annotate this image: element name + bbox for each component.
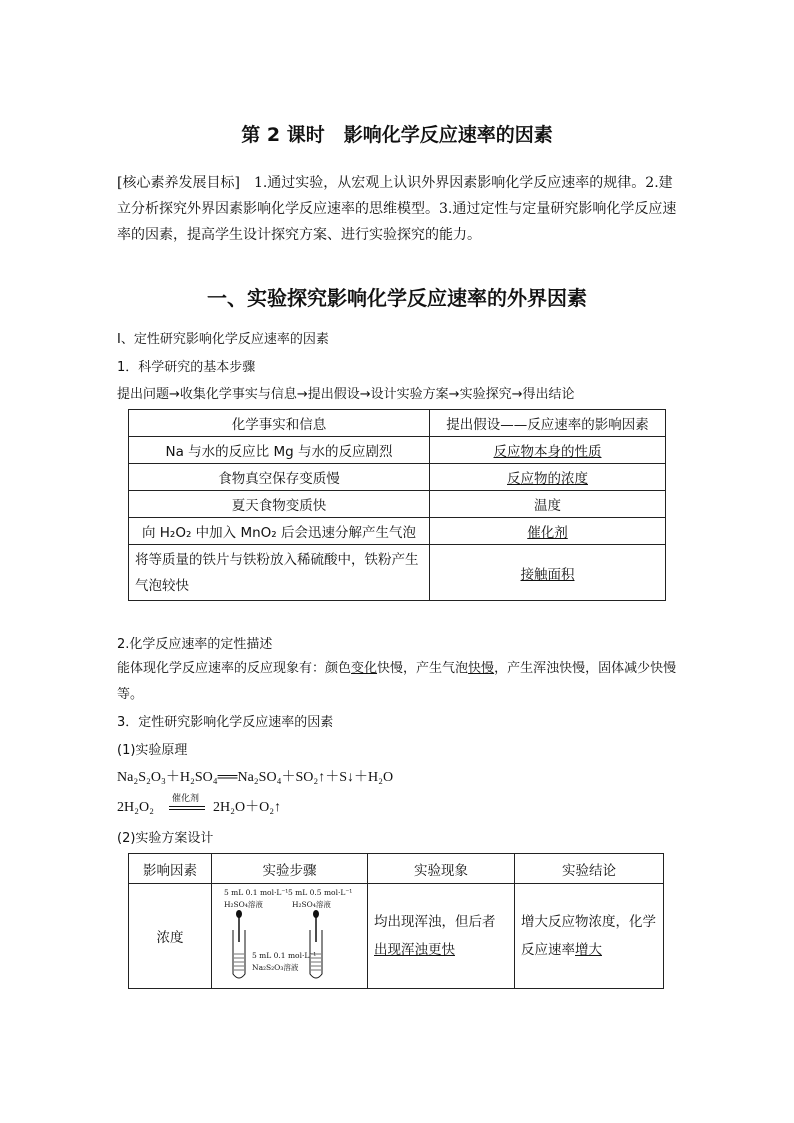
table-cell xyxy=(368,884,515,989)
table-header: 实验步骤 xyxy=(212,854,368,884)
learning-goals xyxy=(117,170,679,248)
desc-title: 2.化学反应速率的定性描述 xyxy=(117,637,273,652)
goals-label: [核心素养发展目标] xyxy=(117,175,240,191)
table-row xyxy=(129,545,666,601)
table-cell: 催化剂 xyxy=(430,518,666,545)
conclusion-underline: 增大 xyxy=(575,942,602,958)
test-tubes-icon xyxy=(212,884,355,988)
principle-title: (1)实验原理 xyxy=(117,743,188,758)
reagent-label: 5 mL 0.1 mol·L⁻¹ xyxy=(252,951,317,960)
design-title: (2)实验方案设计 xyxy=(117,831,214,846)
steps-title: 1．科学研究的基本步骤 xyxy=(117,360,256,375)
table-cell: 反应物的浓度 xyxy=(430,464,666,491)
desc-part: ，产生浑浊快慢，固体减少快慢等。 xyxy=(117,661,677,702)
table-header: 影响因素 xyxy=(129,854,212,884)
experiment-diagram xyxy=(212,884,368,989)
table-row xyxy=(129,437,666,464)
table-header: 化学事实和信息 xyxy=(129,410,430,437)
table-row xyxy=(129,491,666,518)
desc-text xyxy=(117,656,679,708)
phenomenon-text: 均出现浑浊，但后者 xyxy=(374,914,496,930)
table-cell: 夏天食物变质快 xyxy=(129,491,430,518)
phenomenon-underline: 出现浑浊更快 xyxy=(374,942,455,958)
eq2-left: 2H₂O₂ xyxy=(117,800,154,815)
subsection-title: Ⅰ、定性研究影响化学反应速率的因素 xyxy=(117,332,329,347)
desc-part: 能体现化学反应速率的反应现象有：颜色 xyxy=(117,661,352,676)
table-cell: 反应物本身的性质 xyxy=(430,437,666,464)
table-header: 实验结论 xyxy=(515,854,664,884)
table-header: 提出假设——反应速率的影响因素 xyxy=(430,410,666,437)
table-cell: 将等质量的铁片与铁粉放入稀硫酸中，铁粉产生气泡较快 xyxy=(129,545,430,601)
reagent-label: Na₂S₂O₃溶液 xyxy=(252,963,299,972)
conclusion-text: 增大反应物浓度，化学反应速率 xyxy=(521,914,656,958)
table-cell xyxy=(515,884,664,989)
table-row xyxy=(129,518,666,545)
desc-part: 快慢，产生气泡 xyxy=(377,661,469,676)
reagent-label: H₂SO₄溶液 xyxy=(224,900,263,909)
desc-underline: 变化 xyxy=(351,661,378,676)
equation-1: Na₂S₂O₃＋H₂SO₄══Na₂SO₄＋SO₂↑＋S↓＋H₂O xyxy=(117,770,394,785)
eq2-right: 2H₂O＋O₂↑ xyxy=(213,800,282,815)
eq2-arrow-line xyxy=(169,806,205,807)
table-cell: Na 与水的反应比 Mg 与水的反应剧烈 xyxy=(129,437,430,464)
eq2-catalyst: 催化剂 xyxy=(172,794,200,804)
reagent-label: H₂SO₄溶液 xyxy=(292,900,331,909)
table-row xyxy=(129,464,666,491)
factor-title: 3．定性研究影响化学反应速率的因素 xyxy=(117,715,334,730)
eq2-arrow-line xyxy=(169,809,205,810)
design-table xyxy=(128,853,664,989)
steps-text: 提出问题→收集化学事实与信息→提出假设→设计实验方案→实验探究→得出结论 xyxy=(117,387,575,402)
table-cell: 温度 xyxy=(430,491,666,518)
reagent-label: 5 mL 0.5 mol·L⁻¹ xyxy=(288,888,353,897)
reagent-label: 5 mL 0.1 mol·L⁻¹ xyxy=(224,888,289,897)
equation-2 xyxy=(117,795,417,825)
table-header: 实验现象 xyxy=(368,854,515,884)
page-title: 第 2 课时 影响化学反应速率的因素 xyxy=(241,124,553,146)
table-cell: 浓度 xyxy=(129,884,212,989)
facts-table xyxy=(128,409,666,601)
goals-text: 1.通过实验，从宏观上认识外界因素影响化学反应速率的规律。2.建立分析探究外界因素影响化学反应速率的思维模型。3.通过定性与定量研究影响化学反应速率的因素，提高学生设计探究方案、进行实验探究的能力。 xyxy=(117,175,677,243)
table-row xyxy=(129,884,664,989)
table-cell: 食物真空保存变质慢 xyxy=(129,464,430,491)
table-cell: 接触面积 xyxy=(430,545,666,601)
section-heading: 一、实验探究影响化学反应速率的外界因素 xyxy=(207,286,587,310)
table-cell: 向 H₂O₂ 中加入 MnO₂ 后会迅速分解产生气泡 xyxy=(129,518,430,545)
desc-underline: 快慢 xyxy=(468,661,495,676)
